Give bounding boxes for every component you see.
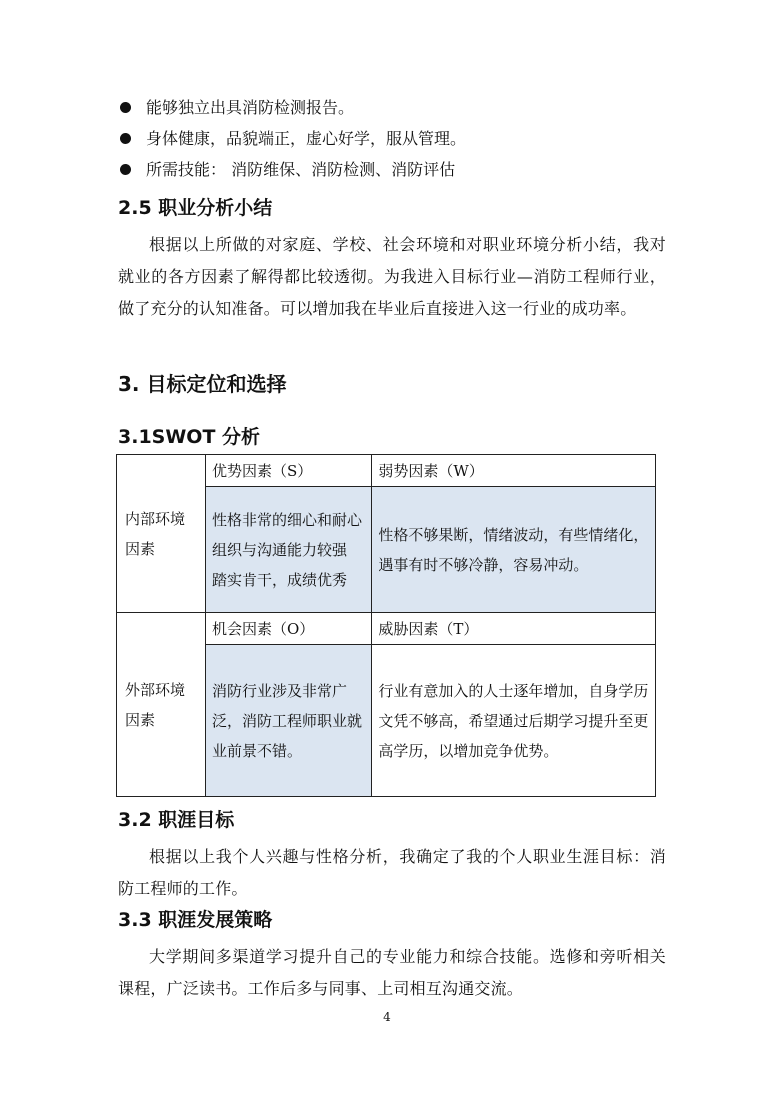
bullet-text: 所需技能： 消防维保、消防检测、消防评估 — [146, 160, 456, 179]
weaknesses-text: 性格不够果断，情绪波动，有些情绪化，遇事有时不够冷静，容易冲动。 — [378, 525, 649, 574]
bullet-item — [115, 96, 675, 127]
bullet-item — [115, 127, 675, 158]
heading-3-1: 3.1SWOT 分析 — [118, 426, 261, 448]
swot-table — [116, 454, 656, 797]
bullet-text: 能够独立出具消防检测报告。 — [146, 98, 355, 117]
threats-text: 行业有意加入的人士逐年增加，自身学历文凭不够高，希望通过后期学习提升至更高学历，以增加竞争优势。 — [378, 681, 649, 760]
heading-3-2: 3.2 职涯目标 — [118, 809, 235, 831]
heading-2-5: 2.5 职业分析小结 — [118, 197, 273, 219]
weaknesses-cell — [372, 487, 656, 613]
heading-3: 3. 目标定位和选择 — [118, 372, 287, 396]
opportunities-header: 机会因素（O） — [206, 613, 372, 645]
internal-env-label: 内部环境因素 — [117, 455, 206, 613]
opportunities-text: 消防行业涉及非常广泛，消防工程师职业就业前景不错。 — [212, 681, 363, 760]
paragraph-3-3: 大学期间多渠道学习提升自己的专业能力和综合技能。选修和旁听相关课程，广泛读书。工作后多与同事、上司相互沟通交流。 — [118, 947, 666, 998]
strengths-header: 优势因素（S） — [206, 455, 372, 487]
heading-3-3: 3.3 职涯发展策略 — [118, 909, 273, 931]
strengths-cell — [206, 487, 372, 613]
paragraph-3-2: 根据以上我个人兴趣与性格分析，我确定了我的个人职业生涯目标：消防工程师的工作。 — [118, 847, 666, 898]
bullet-dot-icon — [120, 164, 131, 175]
strength-line: 性格非常的细心和耐心 — [212, 510, 363, 529]
paragraph-2-5: 根据以上所做的对家庭、学校、社会环境和对职业环境分析小结，我对就业的各方因素了解得都比较透彻。为我进入目标行业—消防工程师行业，做了充分的认知准备。可以增加我在毕业后直接进入这一行业的成功率。 — [118, 235, 666, 318]
threats-cell — [372, 645, 656, 797]
external-env-label: 外部环境因素 — [117, 613, 206, 797]
bullet-text: 身体健康，品貌端正，虚心好学，服从管理。 — [146, 129, 467, 148]
bullet-dot-icon — [120, 133, 131, 144]
weaknesses-header: 弱势因素（W） — [372, 455, 656, 487]
threats-header: 威胁因素（T） — [372, 613, 656, 645]
opportunities-cell — [206, 645, 372, 797]
skill-bullet-list — [115, 96, 675, 189]
bullet-item — [115, 158, 675, 189]
page-number: 4 — [383, 1010, 391, 1024]
strength-line: 组织与沟通能力较强 — [212, 540, 348, 559]
bullet-dot-icon — [120, 102, 131, 113]
strength-line: 踏实肯干，成绩优秀 — [212, 570, 348, 589]
